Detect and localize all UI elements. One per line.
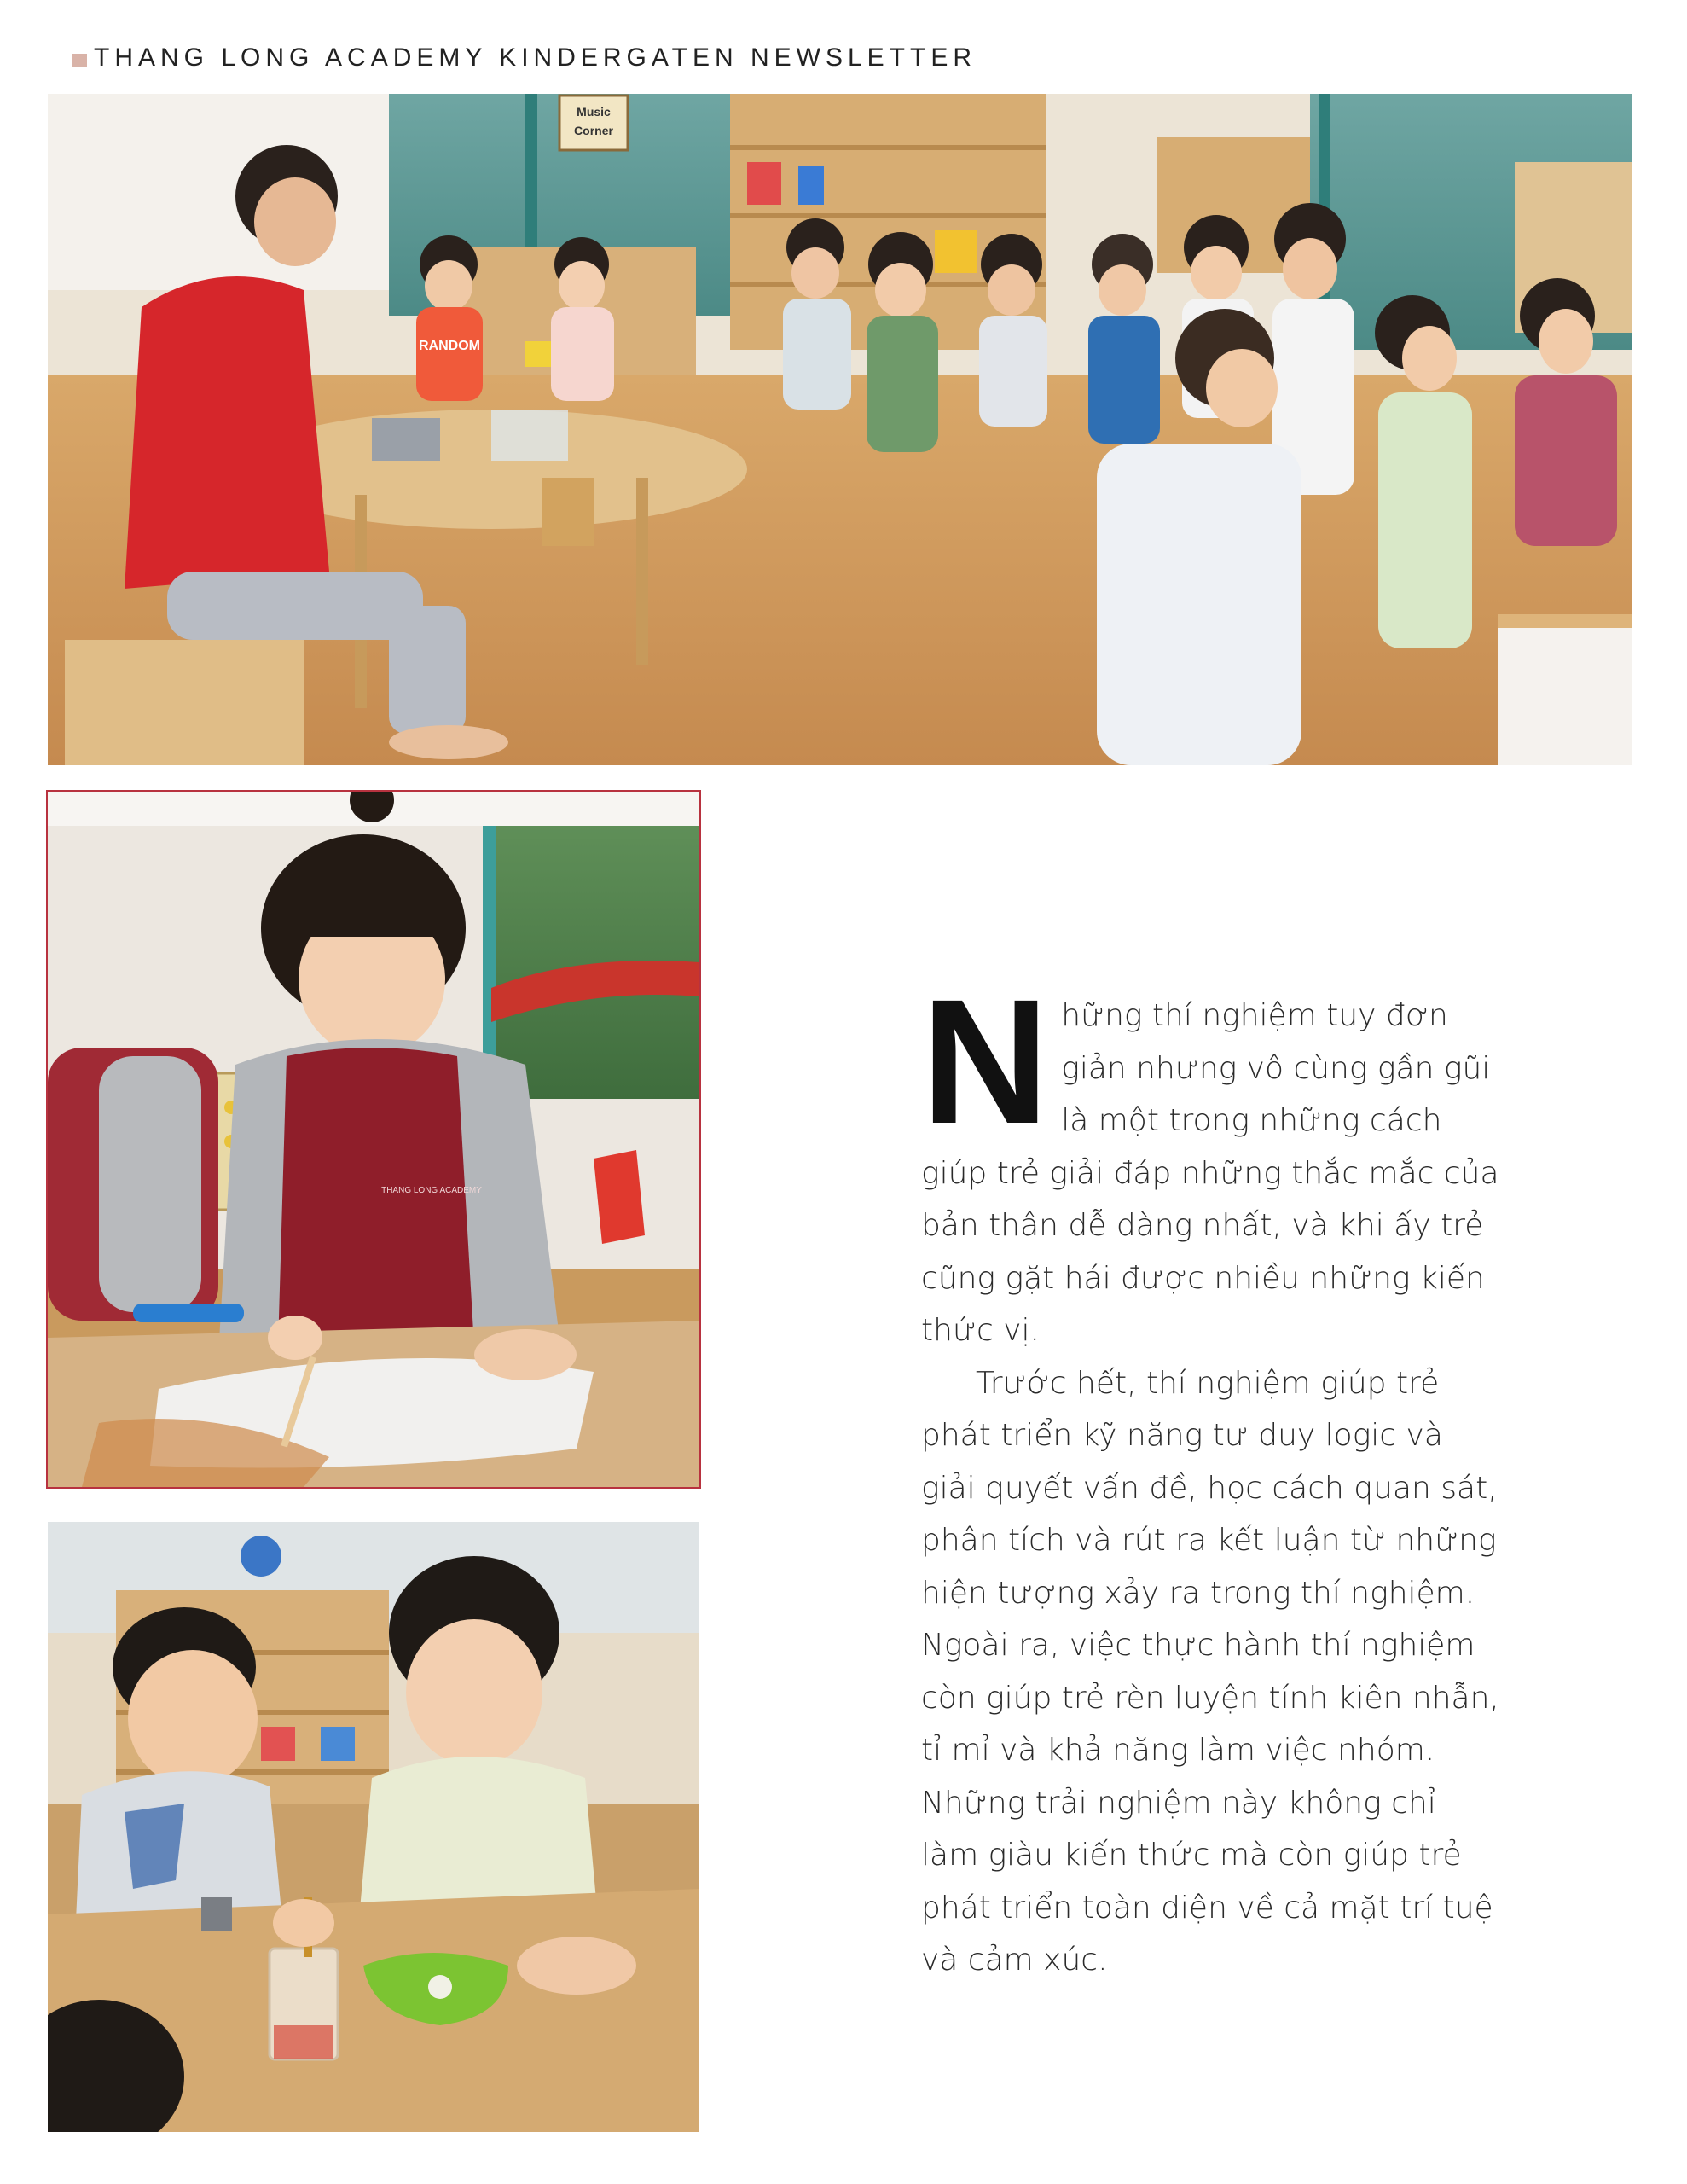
- svg-text:THANG LONG ACADEMY: THANG LONG ACADEMY: [381, 1186, 482, 1195]
- header-mark: [72, 54, 87, 67]
- svg-text:Music: Music: [577, 105, 611, 119]
- photo-girl-experiment: [48, 792, 699, 1487]
- article-paragraph-2: Trước hết, thí nghiệm giúp trẻ phát triển kỹ năng tư duy logic và giải quyết vấn đề, học cách quan sát, phân tích và rút ra kết luận từ những hiện tượng xảy ra trong thí nghiệm. Ngoài ra, việc thực hành thí nghiệm còn giúp trẻ rèn luyện tính kiên nhẫn, tỉ mỉ và khả năng làm việc nhóm. Những trải nghiệm này không chỉ làm giàu kiến thức mà còn giúp trẻ phát triển toàn diện về cả mặt trí tuệ và cảm xúc.: [921, 1365, 1499, 1978]
- drop-cap: N: [921, 963, 1050, 1161]
- svg-text:RANDOM: RANDOM: [419, 339, 480, 353]
- header-title: THANG LONG ACADEMY KINDERGATEN NEWSLETTER: [94, 44, 977, 72]
- article-body: [921, 963, 1501, 1987]
- article-paragraph-1: hững thí nghiệm tuy đơn giản nhưng vô cùng gần gũi là một trong những cách giúp trẻ giải đáp những thắc mắc của bản thân dễ dàng nhất, và khi ấy trẻ cũng gặt hái được nhiều những kiến thức vị.: [921, 998, 1499, 1348]
- newsletter-header: [72, 43, 977, 73]
- photo-children-cups: [48, 1522, 699, 2132]
- photo-classroom-group: [48, 94, 1632, 765]
- svg-text:Corner: Corner: [574, 124, 613, 137]
